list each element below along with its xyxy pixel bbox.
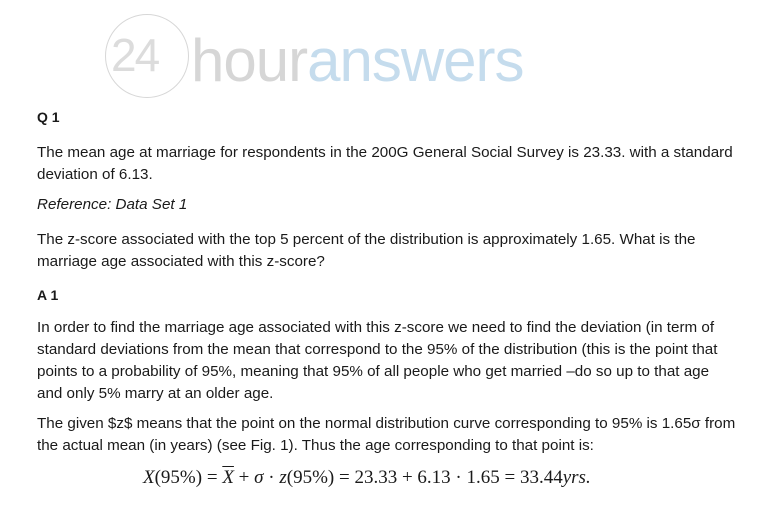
- formula-z-arg: (95%): [286, 467, 335, 488]
- formula-eq3: =: [499, 467, 520, 488]
- question-label: Q 1: [37, 109, 60, 125]
- answer-label: A 1: [37, 287, 59, 303]
- logo-number: 24: [111, 29, 159, 81]
- formula-xbar: $\overline{X}$: [222, 467, 234, 488]
- site-logo: [105, 14, 625, 98]
- formula-plus: +: [233, 467, 255, 488]
- answer-paragraph-2: The given $z$ means that the point on the normal distribution curve corresponding to 95% is 1.65σ from the actual mean (in years) (see Fig. 1). Thus the age corresponding to that point is:: [37, 415, 736, 454]
- logo-word-hour: hour: [191, 27, 308, 94]
- question-paragraph-1: The mean age at marriage for respondents in the 200G General Social Survey is 23.33. with a standard deviation of 6.13.: [37, 144, 733, 183]
- logo-wordmark: [191, 27, 524, 94]
- formula-eq2: =: [334, 467, 355, 488]
- formula-lhs-arg: (95%): [154, 467, 203, 488]
- formula-eq1: =: [202, 467, 223, 488]
- formula-sigma: σ: [254, 467, 264, 488]
- formula-expr: 23.33 + 6.13 · 1.65: [354, 467, 500, 488]
- question-paragraph-2: The z-score associated with the top 5 percent of the distribution is approximately 1.65. What is the marriage age associated with this z-score?: [37, 231, 696, 270]
- formula-result: 33.44: [519, 467, 563, 488]
- formula-z-var: z: [279, 467, 287, 488]
- age-formula: [143, 465, 591, 491]
- logo-word-answers: answers: [307, 27, 524, 94]
- answer-paragraph-1: In order to find the marriage age associated with this z-score we need to find the deviation (in term of standard deviations from the mean that correspond to the 95% of the distribution (this is the point that points to a probability of 95%, meaning that 95% of all people who get married –do so up to that age and only 5% marry at an older age.: [37, 319, 718, 402]
- formula-unit: yrs.: [562, 467, 591, 488]
- reference-line: Reference: Data Set 1: [37, 196, 188, 213]
- formula-lhs-var: X: [143, 467, 155, 488]
- formula-dot1: ·: [263, 467, 280, 488]
